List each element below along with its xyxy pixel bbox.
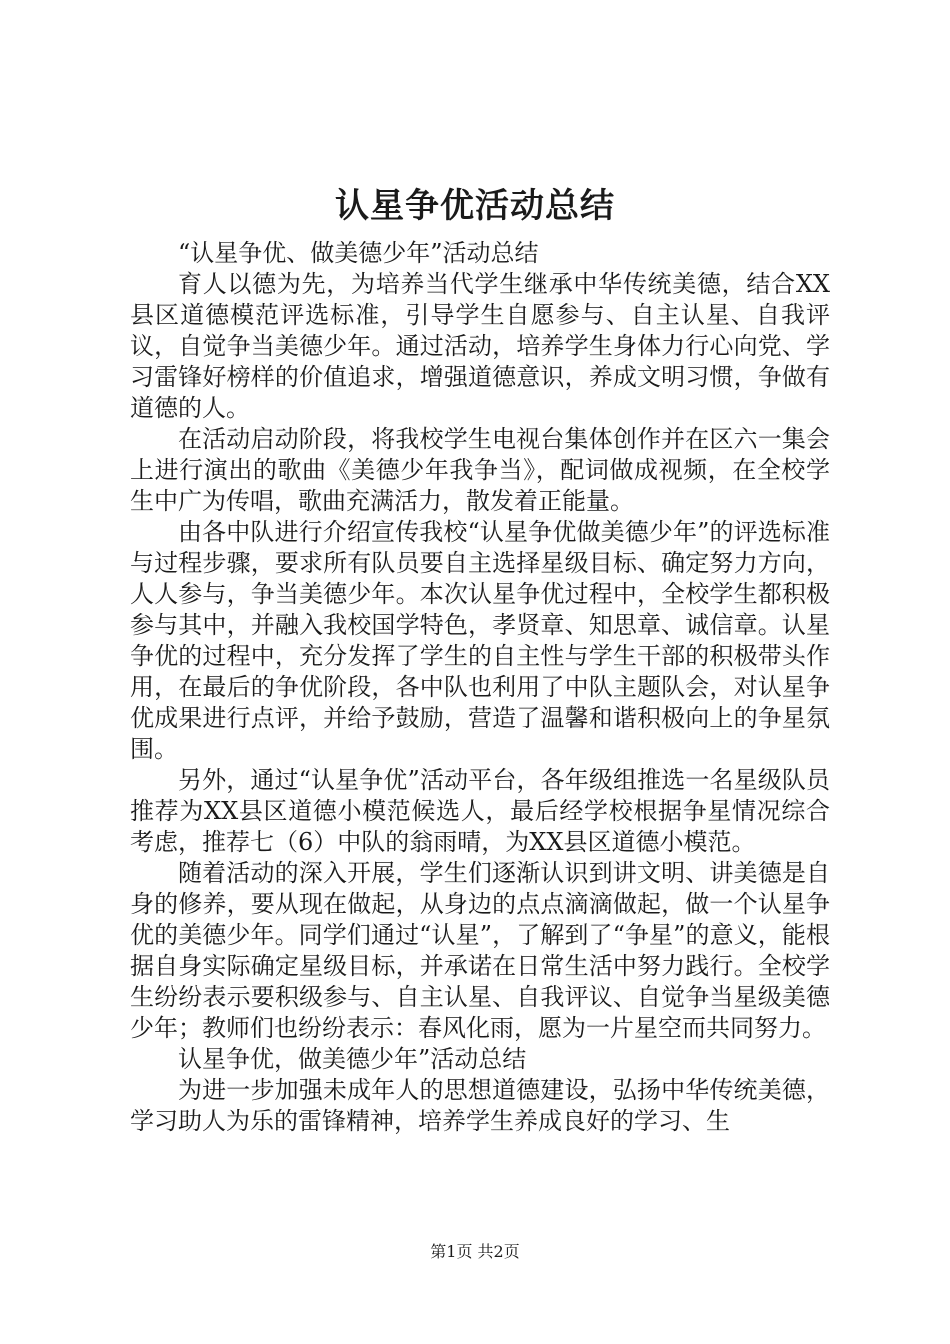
paragraph: 育人以德为先，为培养当代学生继承中华传统美德，结合XX县区道德模范评选标准，引导学生自愿参与、自主认星、自我评议，自觉争当美德少年。通过活动，培养学生身体力行心向党、学习雷锋好榜样的价值追求，增强道德意识，养成文明习惯，争做有道德的人。 — [130, 270, 830, 422]
document-title: 认星争优活动总结 — [335, 186, 615, 226]
document-body — [130, 238, 830, 1137]
paragraph: 在活动启动阶段，将我校学生电视台集体创作并在区六一集会上进行演出的歌曲《美德少年我争当》，配词做成视频，在全校学生中广为传唱，歌曲充满活力，散发着正能量。 — [130, 425, 830, 515]
paragraph-subtitle-2: 认星争优，做美德少年”活动总结 — [178, 1045, 527, 1073]
paragraph: 由各中队进行介绍宣传我校“认星争优做美德少年”的评选标准与过程步骤，要求所有队员要自主选择星级目标、确定努力方向，人人参与，争当美德少年。本次认星争优过程中，全校学生都积极参与其中，并融入我校国学特色，孝贤章、知思章、诚信章。认星争优的过程中，充分发挥了学生的自主性与学生干部的积极带头作用，在最后的争优阶段，各中队也利用了中队主题队会，对认星争优成果进行点评，并给予鼓励，营造了温馨和谐积极向上的争星氛围。 — [130, 518, 830, 763]
paragraph: 随着活动的深入开展，学生们逐渐认识到讲文明、讲美德是自身的修养，要从现在做起，从身边的点点滴滴做起，做一个认星争优的美德少年。同学们通过“认星”，了解到了“争星”的意义，能根据自身实际确定星级目标，并承诺在日常生活中努力践行。全校学生纷纷表示要积级参与、自主认星、自我评议、自觉争当星级美德少年；教师们也纷纷表示：春风化雨，愿为一片星空而共同努力。 — [130, 859, 830, 1042]
paragraph: 为进一步加强未成年人的思想道德建设，弘扬中华传统美德，学习助人为乐的雷锋精神，培养学生养成良好的学习、生 — [130, 1076, 830, 1135]
page-footer: 第1页 共2页 — [430, 1242, 520, 1261]
paragraph: 另外，通过“认星争优”活动平台，各年级组推选一名星级队员推荐为XX县区道德小模范候选人，最后经学校根据争星情况综合考虑，推荐七（6）中队的翁雨晴，为XX县区道德小模范。 — [130, 766, 830, 856]
paragraph-subtitle-1: “认星争优、做美德少年”活动总结 — [178, 239, 539, 267]
